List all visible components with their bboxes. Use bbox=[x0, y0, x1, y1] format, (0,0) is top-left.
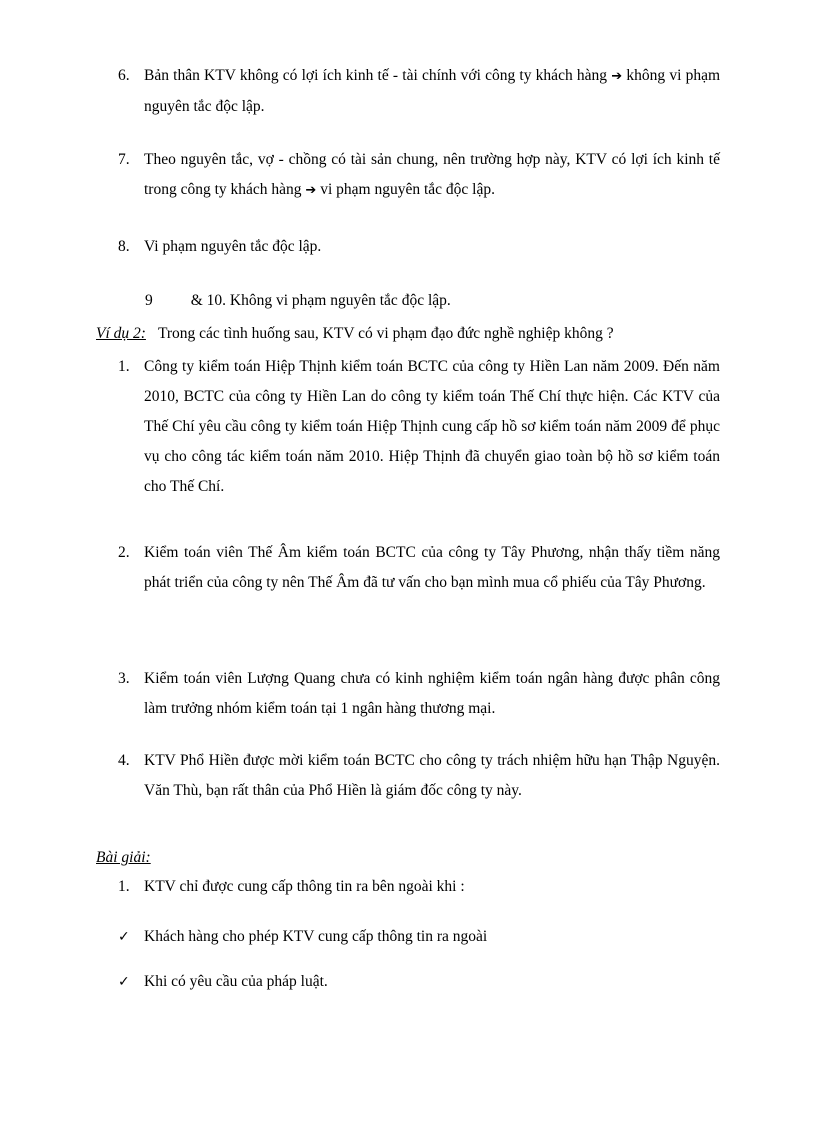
list-number: 6. bbox=[118, 67, 130, 84]
solution-heading bbox=[96, 847, 151, 869]
list-text-part: không vi phạm nguyên tắc độc lập. bbox=[144, 67, 721, 115]
list-number: 2. bbox=[118, 544, 130, 561]
list-text: KTV chỉ được cung cấp thông tin ra bên ngoài khi : bbox=[144, 878, 465, 895]
list-number: 3. bbox=[118, 670, 130, 687]
list-text: Công ty kiểm toán Hiệp Thịnh kiểm toán BCTC của công ty Hiền Lan năm 2009. Đến năm 2010, BCTC của công ty Hiền Lan do công ty kiểm toán Thế Chí thực hiện. Các KTV của Thế Chí yêu cầu công ty kiểm toán Hiệp Thịnh cung cấp hồ sơ kiểm toán năm 2009 để phục vụ cho công tác kiểm toán năm 2010. Hiệp Thịnh đã chuyển giao toàn bộ hồ sơ kiểm toán cho Thế Chí. bbox=[144, 358, 720, 495]
list-text: Kiểm toán viên Lượng Quang chưa có kinh nghiệm kiểm toán ngân hàng được phân công làm trưởng nhóm kiểm toán tại 1 ngân hàng thương mại. bbox=[144, 670, 720, 717]
check-text: Khi có yêu cầu của pháp luật. bbox=[144, 973, 328, 990]
check-item-2 bbox=[118, 971, 328, 993]
list-number: 1. bbox=[118, 358, 130, 375]
list-text: Vi phạm nguyên tắc độc lập. bbox=[144, 238, 322, 255]
list-number: 7. bbox=[118, 151, 130, 168]
list-item-8 bbox=[118, 232, 720, 262]
list-number: 8. bbox=[118, 238, 130, 255]
list-text: & 10. Không vi phạm nguyên tắc độc lập. bbox=[190, 292, 451, 309]
list-text: KTV Phổ Hiền được mời kiểm toán BCTC cho công ty trách nhiệm hữu hạn Thập Nguyện. Văn Thù, bạn rất thân của Phổ Hiền là giám đốc công ty này. bbox=[144, 752, 720, 799]
list-text bbox=[144, 145, 720, 206]
right-arrow-icon: ➔ bbox=[305, 183, 317, 198]
list-text: Kiểm toán viên Thế Âm kiểm toán BCTC của công ty Tây Phương, nhận thấy tiềm năng phát triển của công ty nên Thế Âm đã tư vấn cho bạn mình mua cổ phiếu của Tây Phương. bbox=[144, 544, 720, 591]
list-number: 9 bbox=[145, 292, 153, 309]
check-item-1 bbox=[118, 926, 487, 948]
example-item-3 bbox=[118, 664, 720, 724]
checkmark-icon: ✓ bbox=[118, 974, 130, 990]
list-item-6 bbox=[118, 61, 720, 122]
list-number: 1. bbox=[118, 878, 130, 895]
check-text: Khách hàng cho phép KTV cung cấp thông tin ra ngoài bbox=[144, 928, 488, 945]
list-text-part: vi phạm nguyên tắc độc lập. bbox=[316, 181, 495, 198]
example-item-1 bbox=[118, 352, 720, 502]
list-text bbox=[144, 61, 720, 122]
list-item-9-10 bbox=[145, 290, 451, 312]
list-text-part: Theo nguyên tắc, vợ - chồng có tài sản chung, nên trường hợp này, KTV có lợi ích kinh tế trong công ty khách hàng bbox=[144, 151, 720, 198]
solution-item-1 bbox=[118, 872, 720, 902]
list-text-part: Bản thân KTV không có lợi ích kinh tế - tài chính với công ty khách hàng bbox=[144, 67, 608, 84]
list-item-7 bbox=[118, 145, 720, 206]
list-number: 4. bbox=[118, 752, 130, 769]
example-heading bbox=[96, 323, 614, 345]
example-intro: Trong các tình huống sau, KTV có vi phạm đạo đức nghề nghiệp không ? bbox=[157, 325, 614, 342]
example-label: Ví dụ 2: bbox=[96, 325, 146, 342]
right-arrow-icon: ➔ bbox=[611, 69, 623, 84]
example-item-2 bbox=[118, 538, 720, 598]
example-item-4 bbox=[118, 746, 720, 806]
checkmark-icon: ✓ bbox=[118, 929, 130, 945]
solution-label: Bài giải: bbox=[96, 849, 151, 866]
